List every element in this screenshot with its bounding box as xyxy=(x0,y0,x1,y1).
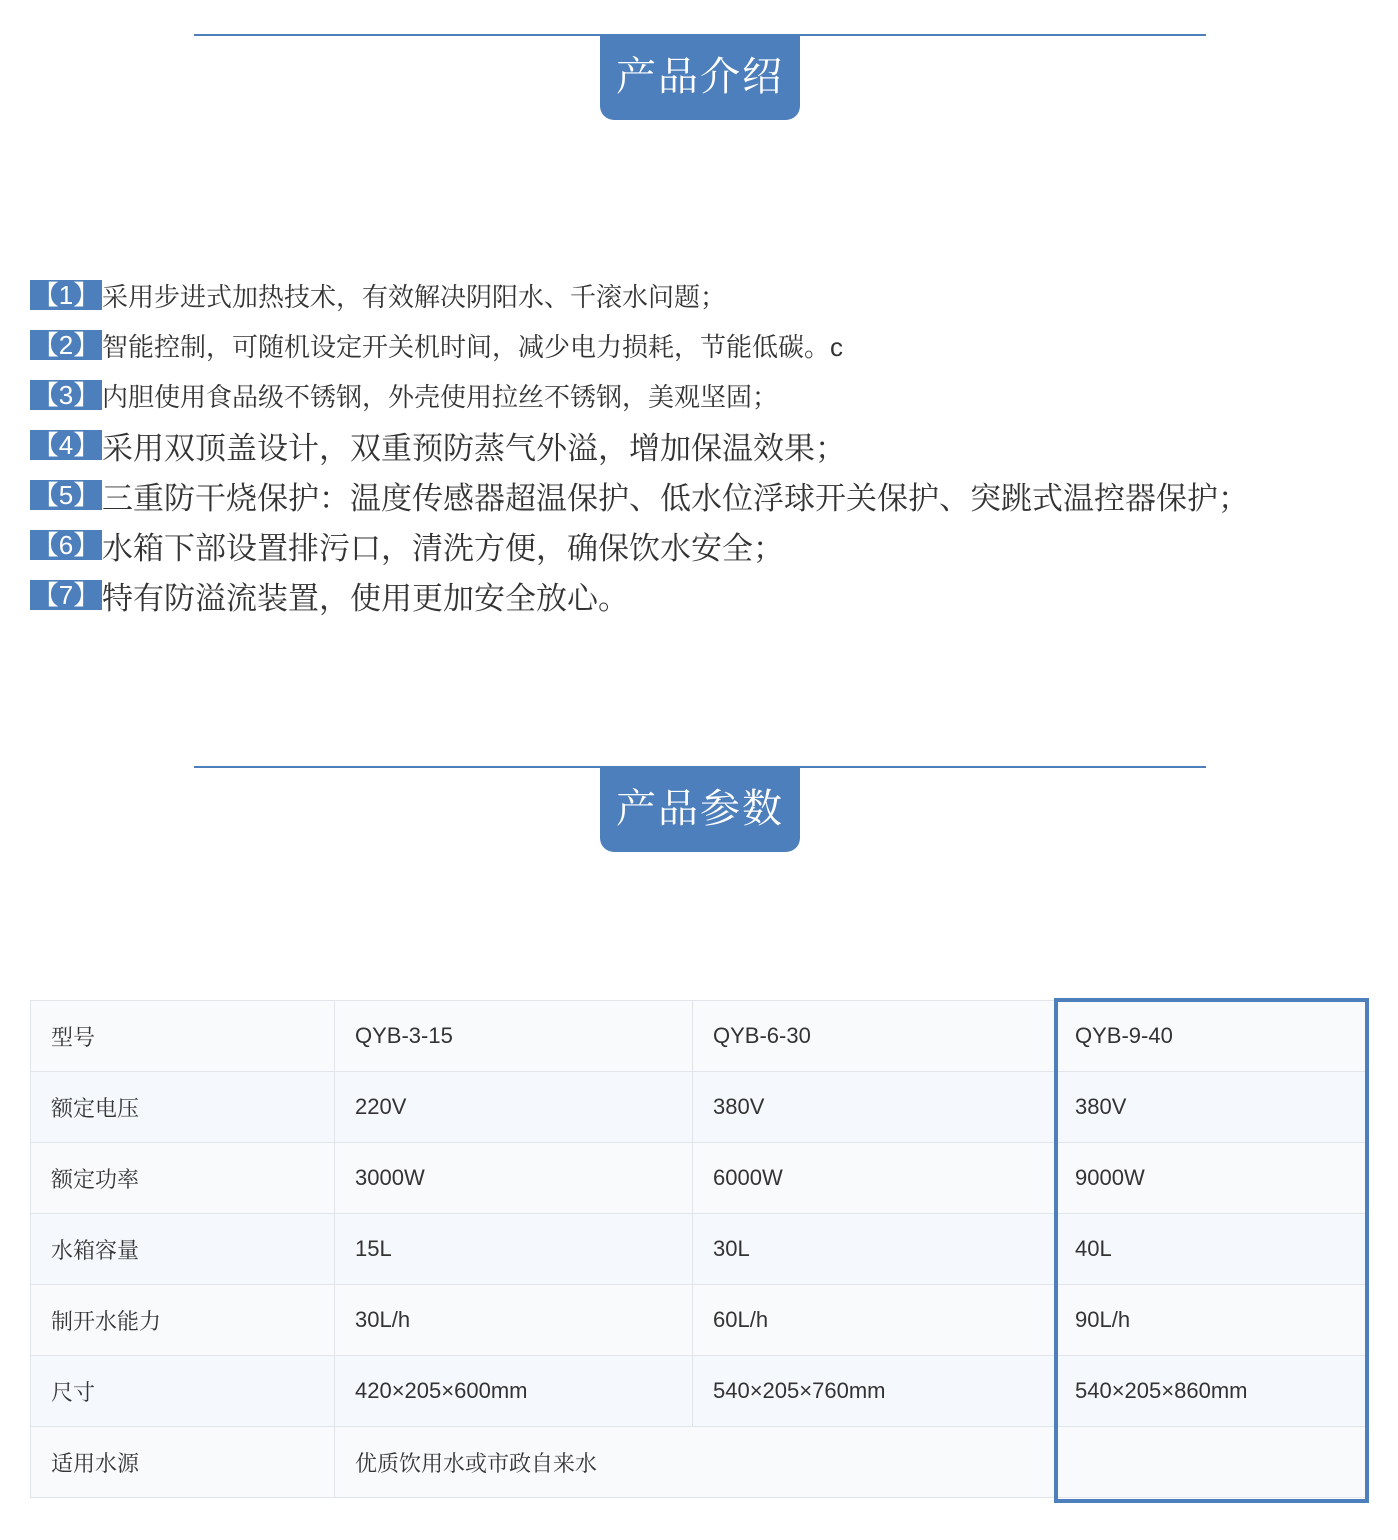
intro-title: 产品介绍 xyxy=(600,34,800,120)
table-cell: 60L/h xyxy=(693,1285,1055,1356)
intro-section-header xyxy=(194,34,1206,124)
table-cell: QYB-3-15 xyxy=(335,1001,693,1072)
feature-text: 采用步进式加热技术，有效解决阴阳水、千滚水问题； xyxy=(102,281,727,312)
feature-item xyxy=(30,470,1370,520)
table-cell: 9000W xyxy=(1055,1143,1369,1214)
table-cell xyxy=(1055,1427,1369,1498)
table-cell: 90L/h xyxy=(1055,1285,1369,1356)
feature-number: 【2】 xyxy=(30,330,102,360)
row-label: 尺寸 xyxy=(31,1356,335,1427)
feature-text: 内胆使用食品级不锈钢，外壳使用拉丝不锈钢，美观坚固； xyxy=(102,381,779,412)
feature-number: 【1】 xyxy=(30,280,102,310)
params-table xyxy=(30,1000,1369,1498)
feature-item xyxy=(30,320,1370,370)
table-cell: QYB-9-40 xyxy=(1055,1001,1369,1072)
table-cell: 15L xyxy=(335,1214,693,1285)
feature-text: 智能控制，可随机设定开关机时间，减少电力损耗，节能低碳。c xyxy=(102,331,844,362)
table-cell: 540×205×760mm xyxy=(693,1356,1055,1427)
table-row xyxy=(31,1072,1369,1143)
feature-text: 三重防干烧保护：温度传感器超温保护、低水位浮球开关保护、突跳式温控器保护； xyxy=(102,480,1249,516)
table-row xyxy=(31,1001,1369,1072)
table-cell: 3000W xyxy=(335,1143,693,1214)
table-row xyxy=(31,1143,1369,1214)
table-cell: 540×205×860mm xyxy=(1055,1356,1369,1427)
feature-item xyxy=(30,420,1370,470)
table-row xyxy=(31,1427,1369,1498)
table-cell: QYB-6-30 xyxy=(693,1001,1055,1072)
table-row xyxy=(31,1285,1369,1356)
table-cell: 优质饮用水或市政自来水 xyxy=(335,1427,1055,1498)
feature-text: 特有防溢流装置，使用更加安全放心。 xyxy=(102,580,629,616)
params-section-header xyxy=(194,766,1206,856)
feature-number: 【7】 xyxy=(30,580,102,610)
table-cell: 380V xyxy=(693,1072,1055,1143)
row-label: 制开水能力 xyxy=(31,1285,335,1356)
table-cell: 6000W xyxy=(693,1143,1055,1214)
params-title: 产品参数 xyxy=(600,766,800,852)
row-label: 额定功率 xyxy=(31,1143,335,1214)
row-label: 水箱容量 xyxy=(31,1214,335,1285)
table-row xyxy=(31,1214,1369,1285)
feature-item xyxy=(30,520,1370,570)
feature-number: 【4】 xyxy=(30,430,102,460)
feature-number: 【3】 xyxy=(30,380,102,410)
feature-number: 【6】 xyxy=(30,530,102,560)
feature-list xyxy=(30,270,1370,620)
feature-text: 水箱下部设置排污口，清洗方便，确保饮水安全； xyxy=(102,530,784,566)
feature-item xyxy=(30,370,1370,420)
table-cell: 220V xyxy=(335,1072,693,1143)
table-cell: 380V xyxy=(1055,1072,1369,1143)
table-cell: 30L/h xyxy=(335,1285,693,1356)
table-cell: 40L xyxy=(1055,1214,1369,1285)
feature-item xyxy=(30,570,1370,620)
table-row xyxy=(31,1356,1369,1427)
row-label: 型号 xyxy=(31,1001,335,1072)
feature-item xyxy=(30,270,1370,320)
feature-text: 采用双顶盖设计，双重预防蒸气外溢，增加保温效果； xyxy=(102,430,846,466)
feature-number: 【5】 xyxy=(30,480,102,510)
row-label: 额定电压 xyxy=(31,1072,335,1143)
row-label: 适用水源 xyxy=(31,1427,335,1498)
table-cell: 420×205×600mm xyxy=(335,1356,693,1427)
table-cell: 30L xyxy=(693,1214,1055,1285)
